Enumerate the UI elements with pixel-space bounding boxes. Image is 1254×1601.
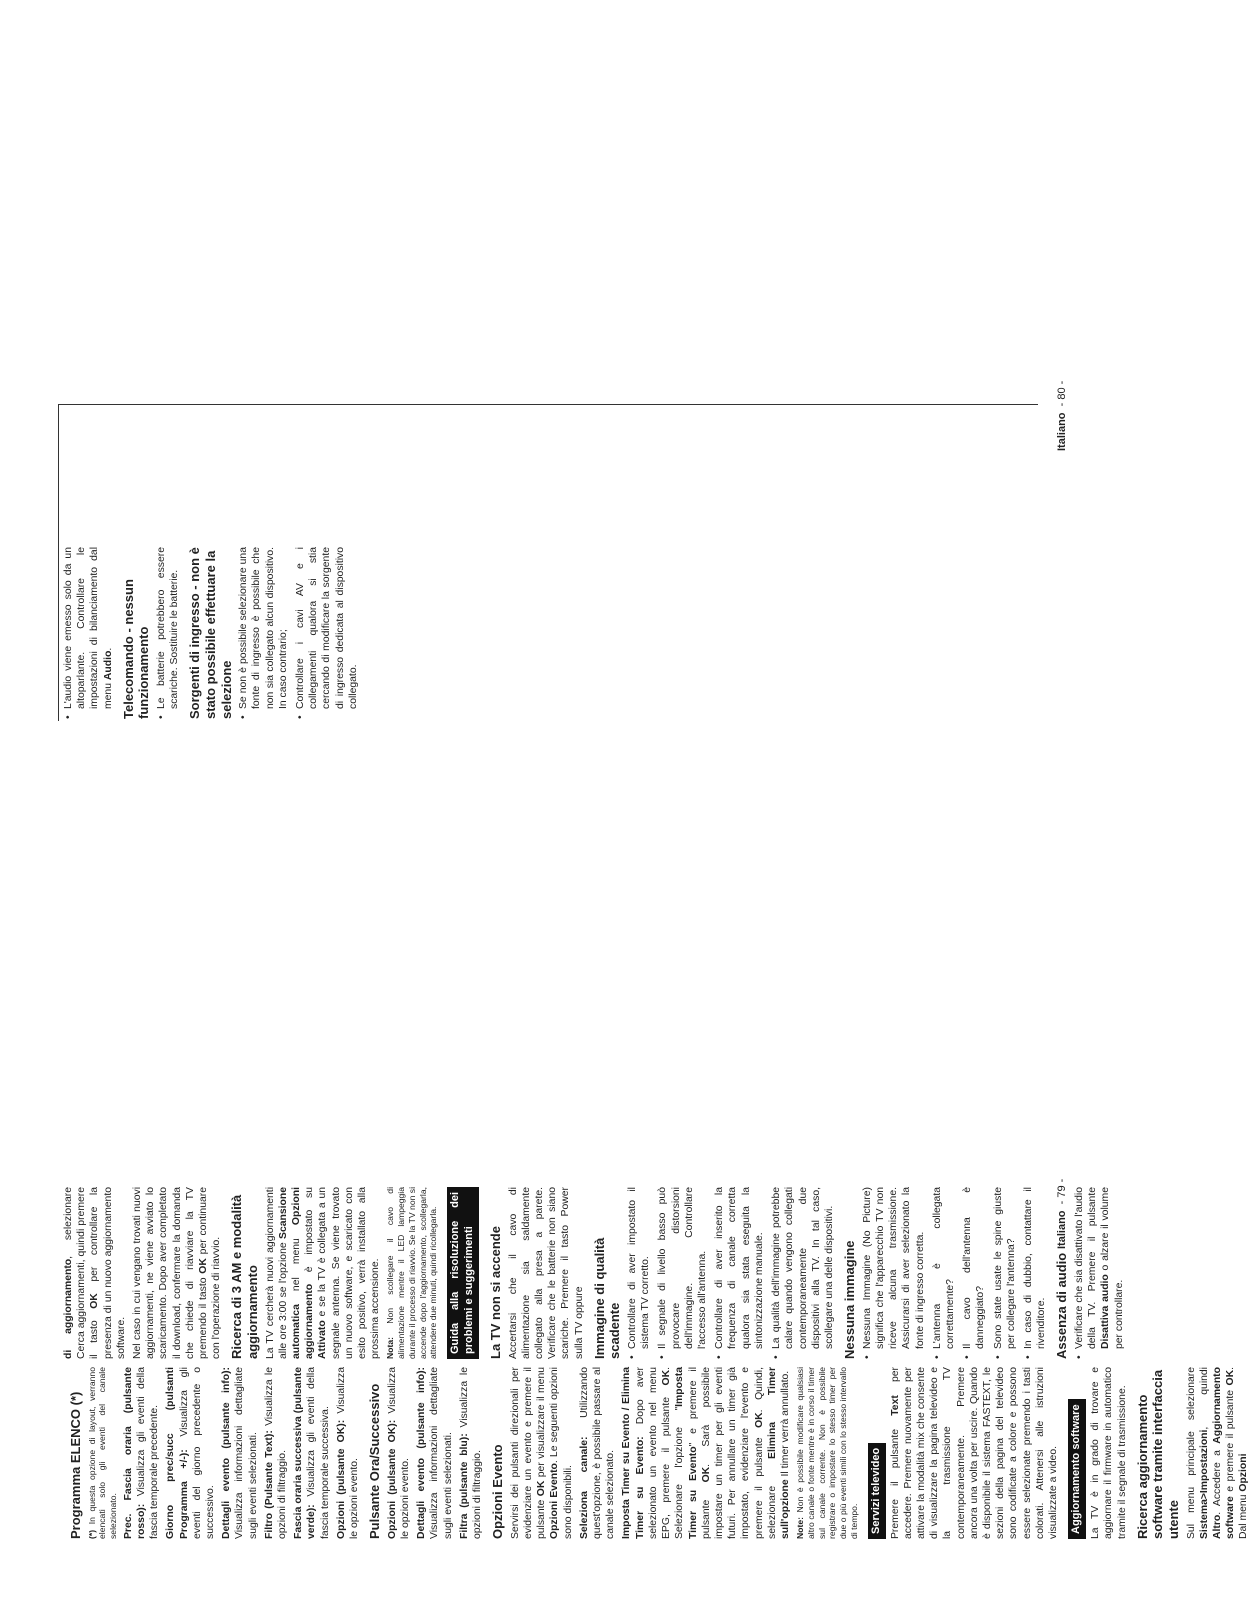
section-heading: Telecomando - nessun funzionamento <box>120 579 152 719</box>
bullet-item: • L'antenna è collegata correttamente? <box>931 1187 957 1359</box>
body-paragraph: Dettagli evento (pulsante info): Visualizza informazioni dettagliate sugli eventi selezionati. <box>416 1367 454 1539</box>
bullet-item: • La qualità dell'immagine potrebbe calare quando vengono collegati contemporaneamente due dispositivi alla TV. In tal caso, scollegare una delle dispositivi. <box>770 1187 836 1359</box>
section-heading: Sorgenti di ingresso - non è stato possibile effettuare la selezione <box>187 547 234 719</box>
bullet-item: • Controllare i cavi AV e i collegamenti qualora si stia cercando di modificare la sorgente di ingresso dedicata al dispositivo collegato. <box>294 547 360 719</box>
page79-page-number: - 79 - <box>1056 1178 1068 1205</box>
bullet-list <box>861 1187 1049 1359</box>
section-heading: Nessuna immagine <box>842 1240 858 1359</box>
bullet-list <box>1073 1187 1126 1359</box>
body-paragraph: La TV cercherà nuovi aggiornamenti alle ore 3:00 se l'opzione Scansione automatica nel menu Opzioni aggiornamento è impostato su Attivato e se la TV è collegata a un segnale antenna. Se viene trovato un nuovo software, e scaricato con esito positivo, verrà installato alla prossima accensione. <box>264 1187 382 1359</box>
note-paragraph: Nota: Non scollegare il cavo di alimentazione mentre il LED lampeggia durante il processo di riavvio. Se la TV non si accende dopo l'aggiornamento, scollegarla, attendere due minuti, quindi ricollegarla. <box>385 1187 439 1359</box>
bullet-item: • In caso di dubbio, contattare il rivenditore. <box>1022 1187 1048 1359</box>
bullet-item: • Le batterie potrebbero essere scariche. Sostituire le batterie. <box>155 547 181 719</box>
body-paragraph: Filtro (Pulsante Text): Visualizza le opzioni di filtraggio. <box>263 1366 289 1539</box>
section-heading: Ricerca aggiornamento software tramite interfaccia utente <box>1134 1369 1181 1539</box>
page79-footer-language: Italiano <box>1056 1210 1068 1249</box>
body-paragraph: Fascia oraria successiva (pulsante verde): Visualizza gli eventi della fascia temporale successiva. <box>293 1367 331 1539</box>
body-paragraph: Accertarsi che il cavo di alimentazione sia saldamente collegato alla presa a parete. Verificare che le batterie non siano scariche. Premere il tasto Power sulla TV oppure <box>507 1187 585 1359</box>
page80-footer-language: Italiano <box>1056 412 1068 451</box>
bullet-item: • Nessuna Immagine (No Picture) significa che l'apparecchio TV non riceve alcuna trasmissione. Assicurarsi di aver selezionato la fonte di ingresso corretta. <box>861 1187 927 1359</box>
note-paragraph: Note: Non è possibile modificare qualsiasi altro canale o fonte mentre è in corso il timer sul canale corrente. Non è possibile registrare o impostare lo stesso timer per due o più eventi simili con lo stesso intervallo di tempo. <box>795 1367 859 1539</box>
section-banner: Aggiornamento software <box>1068 1399 1086 1539</box>
body-paragraph: Nel caso in cui vengano trovati nuovi aggiornamenti, ne viene avviato lo scaricamento. Dopo aver completato il download, confermare la domanda che chiede di riavviare la TV premendo il tasto OK per continuare con l'operazione di riavvio. <box>132 1187 223 1359</box>
bullet-item: • Se non è possibile selezionare una fonte di ingresso è possibile che non sia collegato alcun dispositivo. In caso contrario; <box>237 547 290 719</box>
body-paragraph: Sul menu principale selezionare Sistema>Impostazioni, quindi Altro. Accedere a Aggiornamento software e premere il pulsante OK. Dal menu Opzioni <box>1185 1367 1250 1539</box>
bullet-list <box>62 547 115 719</box>
section-heading: Ricerca di 3 AM e modalità aggiornamento <box>229 1194 261 1359</box>
body-paragraph: Seleziona canale: Utilizzando quest'opzione, è possibile passare al canale selezionato. <box>578 1367 617 1539</box>
section-banner: Servizi televideo <box>868 1443 886 1539</box>
page80-column-left <box>62 547 364 719</box>
section-heading: Assenza di audio <box>1054 1252 1070 1359</box>
section-heading: Opzioni Evento <box>490 1444 506 1539</box>
bullet-item: • Controllare di aver inserito la frequenza di canale corretta qualora sia stata eseguita la sintonizzazione manuale. <box>713 1187 766 1359</box>
bullet-list <box>155 547 181 719</box>
section-banner: Guida alla risoluzione dei problemi e suggerimenti <box>447 1187 479 1359</box>
bullet-list <box>237 547 360 719</box>
bullet-item: • Sono state usate le spine giuste per collegare l'antenna? <box>992 1187 1018 1359</box>
section-heading: Pulsante Ora/Successivo <box>367 1383 383 1539</box>
bullet-item: • Il segnale di livello basso può provocare distorsioni dell'immagine. Controllare l'accesso all'antenna. <box>656 1187 709 1359</box>
page79-footer <box>1056 1179 1068 1249</box>
page80-footer <box>1056 381 1068 451</box>
body-paragraph: Filtra (pulsante blu): Visualizza le opzioni di filtraggio. <box>458 1367 484 1539</box>
body-paragraph: di aggiornamento, selezionare Cerca aggiornamenti, quindi premere il tasto OK per controllare la presenza di un nuovo aggiornamento software. <box>63 1187 127 1359</box>
body-paragraph: Premere il pulsante Text per accedere. Premere nuovamente per attivare la modalità mix che consente di visualizzare la pagina televideo e la trasmissione TV contemporaneamente. Premere ancora una volta per uscire. Quando è disponibile il sistema FASTEXT, le sezioni della pagina del televideo sono codificate a colore e possono essere selezionate premendo i tasti colorati. Attenersi alle istruzioni visualizzate a video. <box>889 1366 1059 1539</box>
section-banner-row <box>442 1187 482 1359</box>
page79-column-left <box>62 1367 1254 1539</box>
bullet-item: • Il cavo dell'antenna è danneggiato? <box>961 1187 987 1359</box>
section-banner-row <box>1063 1367 1089 1539</box>
section-heading: Programma ELENCO (*) <box>68 1391 83 1539</box>
note-paragraph: (*) In questa opzione di layout, verranno elencati solo gli eventi del canale selezionato. <box>86 1367 119 1539</box>
page80-top-rule <box>58 405 59 721</box>
body-paragraph: Servirsi dei pulsanti direzionali per evidenziare un evento e premere il pulsante OK per visualizzare il menu Opzioni Evento. Le seguenti opzioni sono disponibili. <box>509 1367 574 1539</box>
bullet-list <box>626 1187 836 1359</box>
section-banner-row <box>863 1367 889 1539</box>
bullet-item: • Verificare che sia disattivato l'audio della TV. Premere il pulsante Disattiva audio o alzare il volume per controllare. <box>1073 1187 1126 1359</box>
page80-page-number: - 80 - <box>1056 380 1068 407</box>
body-paragraph: Prec. Fascia oraria (pulsante rosso): Visualizza gli eventi della fascia temporale precedente. <box>122 1367 161 1539</box>
section-heading: La TV non si accende <box>488 1226 504 1359</box>
section-heading: Immagine di qualità scadente <box>591 1237 623 1359</box>
page80-bottom-rule <box>58 404 1038 405</box>
bullet-item: • L'audio viene emesso solo da un altoparlante. Controllare le impostazioni di bilanciamento dal menu Audio. <box>62 547 115 719</box>
bullet-item: • Controllare di aver impostato il sistema TV corretto. <box>626 1187 652 1359</box>
body-paragraph: Opzioni (pulsante OK): Visualizza le opzioni evento. <box>386 1367 412 1539</box>
body-paragraph: Imposta Timer su Evento / Elimina Timer su Evento: Dopo aver selezionato un evento nel menu EPG, premere il pulsante OK. Selezionare l'opzione "Imposta Timer su Evento" e premere il pulsante OK. Sarà possibile impostare un timer per gli eventi futuri. Per annullare un timer già impostato, evidenziare l'evento e premere il pulsante OK. Quindi, selezionare Elimina Timer sull'opzione Il timer verrà annullato. <box>621 1366 791 1539</box>
body-paragraph: Dettagli evento (pulsante info): Visualizza informazioni dettagliate sugli eventi selezionati. <box>221 1367 259 1539</box>
body-paragraph: Giorno prec/succ (pulsanti Programma +/-): Visualizza gli eventi del giorno precedente o successivo. <box>165 1367 217 1539</box>
page79-column-right <box>62 1187 1130 1359</box>
body-paragraph: Opzioni (pulsante OK): Visualizza le opzioni evento. <box>335 1367 361 1539</box>
body-paragraph: La TV è in grado di trovare e aggiornare il firmware in automatico tramite il segnale di trasmissione. <box>1090 1367 1128 1539</box>
